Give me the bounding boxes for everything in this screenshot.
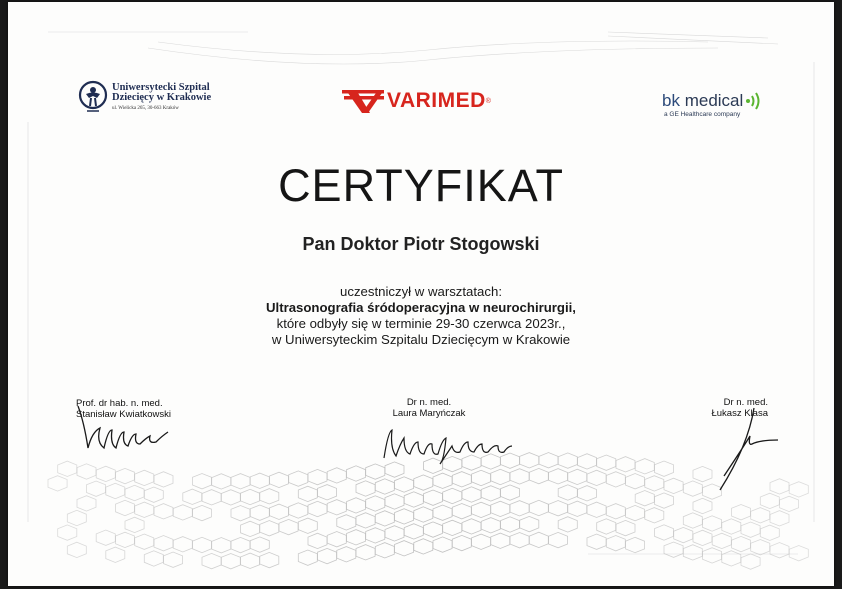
hexagon-decoration xyxy=(433,505,452,520)
registered-mark: ® xyxy=(485,97,491,105)
hexagon-decoration xyxy=(327,532,346,547)
hexagon-decoration xyxy=(529,468,548,483)
hexagon-decoration xyxy=(578,486,597,501)
hexagon-decoration xyxy=(606,472,625,487)
hexagon-decoration xyxy=(67,542,86,557)
hexagon-decoration xyxy=(241,553,260,568)
hexagon-decoration xyxy=(549,501,568,516)
signatory-name: Łukasz Klasa xyxy=(711,408,768,419)
hexagon-decoration xyxy=(568,469,587,484)
course-name: Ultrasonografia śródoperacyjna w neurochirurgii, xyxy=(266,300,576,315)
hexagon-decoration xyxy=(395,541,414,556)
hexagon-decoration xyxy=(655,525,674,540)
hexagon-decoration xyxy=(732,505,751,520)
hexagon-decoration xyxy=(472,470,491,485)
hexagon-decoration xyxy=(626,505,645,520)
certificate-sheet xyxy=(8,2,834,586)
varimed-wordmark: VARIMED xyxy=(387,89,486,112)
hexagon-decoration xyxy=(231,537,250,552)
hexagon-decoration xyxy=(520,516,539,531)
hexagon-decoration xyxy=(385,526,404,541)
hexagon-decoration xyxy=(173,505,192,520)
hexagon-decoration xyxy=(318,548,337,563)
signatory-title: Prof. dr hab. n. med. xyxy=(76,398,163,409)
hexagon-decoration xyxy=(558,517,577,532)
hexagon-decoration xyxy=(96,530,115,545)
hexagon-decoration xyxy=(356,513,375,528)
hexagon-decoration xyxy=(510,501,529,516)
hexagon-decoration xyxy=(578,454,597,469)
hexagon-decoration xyxy=(741,522,760,537)
hexagon-decoration xyxy=(279,519,298,534)
hexagon-decoration xyxy=(491,469,510,484)
hexagon-decoration xyxy=(664,478,683,493)
certificate-body xyxy=(8,284,834,348)
varimed-logo xyxy=(342,88,491,114)
hexagon-decoration xyxy=(193,505,212,520)
hexagon-decoration xyxy=(472,502,491,517)
hexagon-decoration xyxy=(366,528,385,543)
hexagon-decoration xyxy=(241,521,260,536)
hexagon-decoration xyxy=(789,482,808,497)
hexagon-decoration xyxy=(212,474,231,489)
hexagon-decoration xyxy=(626,537,645,552)
hexagon-decoration xyxy=(616,520,635,535)
hexagon-decoration xyxy=(106,547,125,562)
hexagon-decoration xyxy=(606,536,625,551)
hexagon-decoration xyxy=(347,498,366,513)
hexagon-decoration xyxy=(260,521,279,536)
hexagon-decoration xyxy=(308,533,327,548)
hexagon-decoration xyxy=(298,486,317,501)
hexagon-decoration xyxy=(193,537,212,552)
hexagon-decoration xyxy=(183,489,202,504)
hexagon-decoration xyxy=(770,511,789,526)
hexagon-decoration xyxy=(635,459,654,474)
hexagon-decoration xyxy=(58,461,77,476)
hexagon-decoration xyxy=(318,485,337,500)
hexagon-decoration xyxy=(202,490,221,505)
hexagon-decoration xyxy=(96,466,115,481)
hexagon-decoration xyxy=(250,473,269,488)
hexagon-decoration xyxy=(414,539,433,554)
hexagon-decoration xyxy=(549,532,568,547)
hexagon-decoration xyxy=(154,472,173,487)
hexagon-decoration xyxy=(655,493,674,508)
hexagon-decoration xyxy=(375,479,394,494)
hexagon-decoration xyxy=(433,537,452,552)
hexagon-decoration xyxy=(693,498,712,513)
hexagon-decoration xyxy=(674,527,693,542)
hexagon-decoration xyxy=(722,519,741,534)
hexagon-decoration xyxy=(375,543,394,558)
signatory-title: Dr n. med. xyxy=(406,397,452,408)
hexagon-decoration xyxy=(549,469,568,484)
hexagon-decoration xyxy=(212,538,231,553)
hexagon-decoration xyxy=(289,471,308,486)
hexagon-decoration xyxy=(587,502,606,517)
signatory-marynczak xyxy=(384,397,474,419)
hexagon-decoration xyxy=(327,500,346,515)
hexagon-decoration xyxy=(597,455,616,470)
hexagon-decoration xyxy=(424,490,443,505)
hexagon-decoration xyxy=(347,530,366,545)
hexagon-decoration xyxy=(116,500,135,515)
hexagon-decoration xyxy=(48,476,67,491)
hexagon-decoration xyxy=(144,487,163,502)
hexagon-decoration xyxy=(722,551,741,566)
hexagon-decoration xyxy=(77,496,96,511)
hexagon-decoration xyxy=(424,522,443,537)
hexagon-decoration xyxy=(308,501,327,516)
hexagon-decoration xyxy=(501,517,520,532)
hexagon-decoration xyxy=(241,489,260,504)
hexagon-decoration xyxy=(712,533,731,548)
hexagon-decoration xyxy=(173,537,192,552)
hospital-address: ul. Wielicka 265, 30-663 Kraków xyxy=(112,106,179,111)
hexagon-decoration xyxy=(655,461,674,476)
signatory-title: Dr n. med. xyxy=(723,397,768,408)
hexagon-decoration xyxy=(154,536,173,551)
hexagon-decoration xyxy=(558,485,577,500)
hexagon-decoration xyxy=(462,519,481,534)
hexagon-decoration xyxy=(462,487,481,502)
hexagon-decoration xyxy=(616,457,635,472)
hexagon-decoration xyxy=(395,509,414,524)
hexagon-decoration xyxy=(597,519,616,534)
hexagon-decoration xyxy=(231,506,250,521)
hexagon-decoration xyxy=(289,503,308,518)
hexagon-decoration xyxy=(635,491,654,506)
hexagon-decoration xyxy=(154,504,173,519)
hexagon-decoration xyxy=(125,485,144,500)
hexagon-decoration xyxy=(395,477,414,492)
hexagon-decoration xyxy=(452,535,471,550)
hexagon-decoration xyxy=(645,508,664,523)
signatory-name: Laura Maryńczak xyxy=(392,408,466,419)
hexagon-decoration xyxy=(270,504,289,519)
hexagon-decoration xyxy=(356,545,375,560)
hexagon-decoration xyxy=(337,515,356,530)
hexagon-decoration xyxy=(327,468,346,483)
hexagon-decoration xyxy=(58,525,77,540)
hexagon-decoration xyxy=(337,547,356,562)
hexagon-decoration xyxy=(308,469,327,484)
hexagon-decoration xyxy=(443,488,462,503)
hexagon-decoration xyxy=(558,453,577,468)
hexagon-decoration xyxy=(472,534,491,549)
hexagon-decoration xyxy=(693,466,712,481)
hexagon-decoration xyxy=(732,536,751,551)
hexagon-decoration xyxy=(452,472,471,487)
hexagon-decoration xyxy=(116,468,135,483)
hexagon-decoration xyxy=(366,496,385,511)
hexagon-decoration xyxy=(366,464,385,479)
participation-line: uczestniczył w warsztatach: xyxy=(340,284,502,299)
hexagon-decoration xyxy=(683,513,702,528)
hexagon-decoration xyxy=(789,546,808,561)
hexagon-decoration xyxy=(260,489,279,504)
hexagon-decoration xyxy=(760,525,779,540)
hexagon-decoration xyxy=(626,474,645,489)
hexagon-decoration xyxy=(770,543,789,558)
hospital-logo xyxy=(78,78,212,116)
hexagon-decoration xyxy=(135,470,154,485)
hexagon-decoration xyxy=(144,551,163,566)
hexagon-decoration xyxy=(221,554,240,569)
hexagon-decoration xyxy=(751,540,770,555)
hexagon-decoration xyxy=(414,475,433,490)
hexagon-decoration xyxy=(221,490,240,505)
hexagon-decoration xyxy=(452,504,471,519)
hexagon-decoration xyxy=(404,524,423,539)
hexagon-decoration xyxy=(356,481,375,496)
location-line: w Uniwersyteckim Szpitalu Dziecięcym w Krakowie xyxy=(271,332,571,347)
hexagon-decoration xyxy=(510,533,529,548)
bk-brand-suffix: medical xyxy=(684,91,744,110)
hexagon-decoration xyxy=(270,472,289,487)
hexagon-decoration xyxy=(375,511,394,526)
signatory-name: Stanisław Kwiatkowski xyxy=(76,409,172,420)
hexagon-decoration xyxy=(491,533,510,548)
bk-tagline: a GE Healthcare company xyxy=(664,111,741,118)
hexagon-decoration xyxy=(106,483,125,498)
bk-medical-logo xyxy=(662,91,763,118)
hexagon-decoration xyxy=(67,510,86,525)
hexagon-decoration xyxy=(520,453,539,468)
hexagon-decoration xyxy=(529,500,548,515)
hexagon-decoration xyxy=(385,494,404,509)
hexagon-decoration xyxy=(135,534,154,549)
hexagon-decoration xyxy=(298,550,317,565)
hexagon-decoration xyxy=(683,481,702,496)
sound-waves-icon xyxy=(745,91,763,111)
hexagon-decoration xyxy=(741,554,760,569)
hexagon-decoration xyxy=(491,501,510,516)
hexagon-decoration xyxy=(443,520,462,535)
signature-klasa xyxy=(714,406,784,492)
date-line: które odbyły się w terminie 29-30 czerwca 2023r., xyxy=(276,316,566,331)
hexagon-decoration xyxy=(116,532,135,547)
signature-marynczak xyxy=(378,424,518,466)
varimed-v-mark-icon xyxy=(342,88,384,114)
hospital-name: Uniwersytecki Szpital Dziecięcy w Krakowie xyxy=(112,82,212,103)
hexagon-decoration xyxy=(703,516,722,531)
hexagon-decoration xyxy=(414,507,433,522)
hexagon-decoration xyxy=(481,486,500,501)
hexagon-decoration xyxy=(587,470,606,485)
hexagon-decoration xyxy=(529,532,548,547)
hexagon-decoration xyxy=(780,496,799,511)
hexagon-decoration xyxy=(202,553,221,568)
hexagon-decoration xyxy=(760,493,779,508)
hexagon-decoration xyxy=(231,474,250,489)
hospital-emblem-icon xyxy=(78,78,108,116)
hexagon-decoration xyxy=(125,517,144,532)
hexagon-decoration xyxy=(433,473,452,488)
hexagon-decoration xyxy=(501,485,520,500)
hexagon-decoration xyxy=(703,548,722,563)
hexagon-decoration xyxy=(606,504,625,519)
hexagon-decoration xyxy=(164,552,183,567)
hexagon-decoration xyxy=(539,453,558,468)
hexagon-decoration xyxy=(77,464,96,479)
hexagon-decoration xyxy=(693,530,712,545)
hexagon-decoration xyxy=(260,552,279,567)
hexagon-decoration xyxy=(135,502,154,517)
hexagon-decoration xyxy=(250,505,269,520)
hexagon-decoration xyxy=(250,537,269,552)
hexagon-decoration xyxy=(510,469,529,484)
hexagon-decoration xyxy=(568,501,587,516)
hexagon-decoration xyxy=(587,534,606,549)
hexagon-decoration xyxy=(481,518,500,533)
hexagon-decoration xyxy=(645,476,664,491)
hexagon-decoration xyxy=(404,492,423,507)
bk-brand-prefix: bk xyxy=(662,91,680,110)
hexagon-decoration xyxy=(683,545,702,560)
recipient-name: Pan Doktor Piotr Stogowski xyxy=(302,234,540,254)
certificate-title: CERTYFIKAT xyxy=(278,160,564,211)
signature-kwiatkowski xyxy=(74,402,174,454)
hexagon-decoration xyxy=(193,474,212,489)
hexagon-decoration xyxy=(664,542,683,557)
hexagon-decoration xyxy=(347,466,366,481)
hexagon-decoration xyxy=(87,481,106,496)
hexagon-decoration xyxy=(751,508,770,523)
hexagon-decoration xyxy=(298,518,317,533)
